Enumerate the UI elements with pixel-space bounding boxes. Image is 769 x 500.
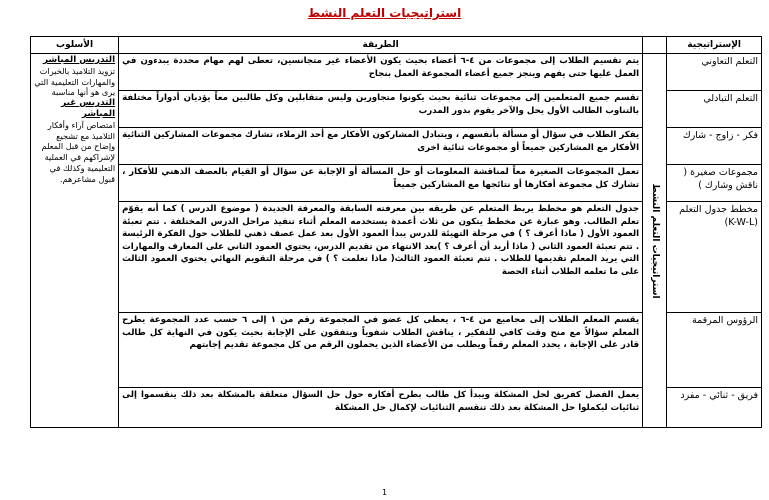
- table-row: [31, 54, 762, 91]
- strategy-cell: مخطط جدول التعلم (K-W-L): [667, 202, 762, 313]
- strategy-cell: مجموعات صغيرة ( ناقش وشارك ): [667, 165, 762, 202]
- method-cell: تقسم جميع المتعلمين إلى مجموعات ثنائية بحيث يكونوا متجاورين وليس متقابلين وكل طالبين معاً يؤديان أدواراً مختلفة بالتناوب الطالب الأول يحل والآخر يقوم بدور المدرب: [119, 91, 643, 128]
- strategy-cell: فكر - زاوج - شارك: [667, 128, 762, 165]
- style-heading-direct: التدريس المباشر: [43, 55, 116, 65]
- strategy-cell: الرؤوس المرقمة: [667, 313, 762, 388]
- strategy-cell: فريق - ثنائي - مفرد: [667, 388, 762, 428]
- side-label: استراتيجيات التعلم النشط: [649, 182, 660, 299]
- header-side-blank: [643, 37, 667, 54]
- side-label-cell: [643, 54, 667, 428]
- style-text-indirect: امتصاص آراء وأفكار التلاميذ مع تشجيع وإضاح من قبل المعلم لإشراكهم في العملية التعليمية وكذلك في قبول مشاعرهم.: [41, 119, 116, 184]
- method-cell: يقسم المعلم الطلاب إلى مجاميع من ٤-٦ ، يعطى كل عضو في المجموعة رقم من ١ إلى ٦ حسب عدد المجموعة يطرح المعلم سؤالاً مع منح وقت كافي للتفكير ، يناقش الطلاب شفوياً ويتفقون على الإجابة بحيث يكون في النهاية كل طالب قادر على الإجابة ، يحدد المعلم رقماً ويطلب من الأعضاء الذين يحملون الرقم من كل مجموعة تقديم إجابتهم: [119, 313, 643, 388]
- strategy-cell: التعلم التبادلي: [667, 91, 762, 128]
- header-method: الطريقة: [119, 37, 643, 54]
- strategy-cell: التعلم التعاوني: [667, 54, 762, 91]
- header-style: الأسلوب: [31, 37, 119, 54]
- style-cell: [31, 54, 119, 428]
- method-cell: تعمل المجموعات الصغيرة معاً لمناقشة المعلومات أو حل المسألة أو الإجابة عن سؤال أو القيام بالعصف الذهني للأفكار ، تشارك كل مجموعة أفكارها أو نتائجها مع المشاركين جميعاً: [119, 165, 643, 202]
- header-row: [31, 37, 762, 54]
- style-text-direct: تزويد التلاميذ بالخبرات والمهارات التعليمية التي يرى هو أنها مناسبة: [34, 65, 116, 98]
- method-cell: يفكر الطلاب في سؤال أو مسألة بأنفسهم ، ويتبادل المشاركون الأفكار مع أحد الزملاء، تشارك مجموعات المشاركين الثنائية الأفكار مع المشاركين جميعاً أو مجموعات ثنائية اخرى: [119, 128, 643, 165]
- header-strategy: الإستراتيجية: [667, 37, 762, 54]
- page-number: 1: [381, 488, 388, 497]
- style-heading-indirect: التدريس غير المباشر: [61, 98, 116, 119]
- method-cell: يعمل الفصل كفريق لحل المشكلة ويبدأ كل طالب بطرح أفكاره حول حل السؤال متعلقة بالمشكلة بعد ذلك ينقسموا إلى ثنائيات ليكملوا حل المشكلة بعد ذلك تنقسم الثنائيات لإكمال حل المشكلة: [119, 388, 643, 428]
- method-cell: جدول التعلم هو مخطط يربط المتعلم عن طريقه بين معرفته السابقة والمعرفة الجديدة ( موضوع الدرس ) كما أنه يقوّم تعلم الطالب. وهو عبارة عن مخطط يتكون من ثلاث أعمدة يستخدمه المعلم أثناء تنفيذ مراحل الدرس المختلفة . تتم تعبئة العمود الأول ( ماذا أعرف ؟ ) في مرحلة التهيئة للدرس يبدأ العمود الأول بعد عمل عصف ذهني للطلاب حول الفكرة الرئيسة . تتم تعبئة العمود الثاني ( ماذا أريد أن أعرف ؟ )بعد الانتهاء من تقديم الدرس، يحتوي العمود الثاني على المعارف والمهارات التي يريد المعلم تقديمها للطلاب . تتم تعبئة العمود الثالث( ماذا تعلمت ؟ ) في مرحلة التقويم النهائي يحتوي العمود الثالث على ما تعلمه الطلاب أثناء الحصة: [119, 202, 643, 313]
- page-title: [0, 6, 769, 20]
- strategies-table: [30, 36, 762, 428]
- method-cell: يتم تقسيم الطلاب إلى مجموعات من ٤-٦ أعضاء بحيث يكون الأعضاء غير متجانسين، تعطى لهم مهام محددة يبدءون في العمل عليها حتى يفهم وينجز جميع أعضاء المجموعة العمل بنجاح: [119, 54, 643, 91]
- title-text: استراتيجيات التعلم النشط: [307, 6, 462, 20]
